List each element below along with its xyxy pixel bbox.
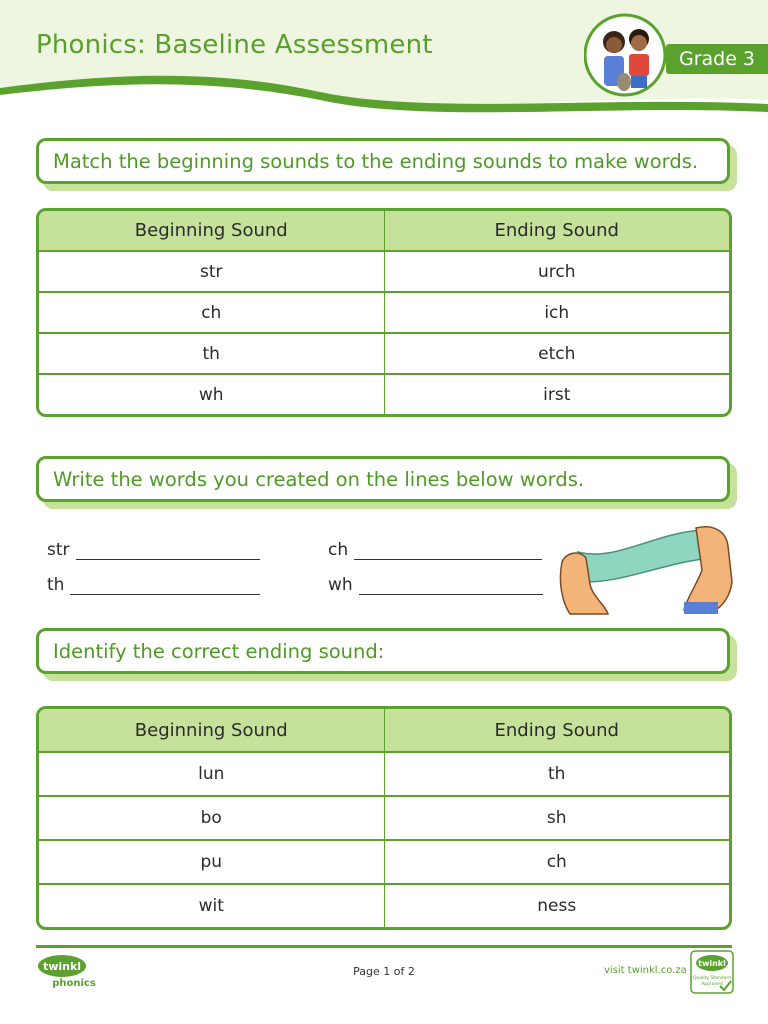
- table-row: [39, 251, 729, 292]
- ending-sound-cell: ich: [384, 292, 729, 333]
- answer-line[interactable]: [354, 541, 542, 560]
- beginning-sound-cell: ch: [39, 292, 384, 333]
- write-line-label: ch: [328, 540, 349, 560]
- badge-line2: Approved: [701, 982, 723, 987]
- logo-bottom-text: phonics: [52, 978, 96, 989]
- stretching-slime-illustration: [556, 522, 736, 618]
- ending-sound-cell: sh: [384, 796, 729, 840]
- instruction-match: Match the beginning sounds to the ending sounds to make words.: [36, 138, 730, 184]
- answer-line[interactable]: [76, 541, 260, 560]
- footer-divider: [36, 945, 732, 948]
- table-row: [39, 752, 729, 796]
- beginning-sound-cell: bo: [39, 796, 384, 840]
- quality-standard-badge: [690, 950, 734, 994]
- ending-sound-cell: ness: [537, 896, 577, 916]
- ending-sound-cell: ch: [384, 840, 729, 884]
- answer-line[interactable]: [359, 576, 543, 595]
- column-header-ending: Ending Sound: [384, 709, 729, 752]
- beginning-sound-cell: lun: [39, 752, 384, 796]
- instruction-write: Write the words you created on the lines below words.: [36, 456, 730, 502]
- table-header-row: [39, 211, 729, 251]
- grade-badge: Grade 3: [666, 44, 768, 74]
- ending-sound-cell: th: [384, 752, 729, 796]
- ending-sound-cell: urch: [384, 251, 729, 292]
- write-line-label: wh: [328, 575, 353, 595]
- column-header-ending: Ending Sound: [384, 211, 729, 251]
- write-line-label: str: [47, 540, 70, 560]
- column-header-beginning: Beginning Sound: [39, 709, 384, 752]
- table-row: [39, 884, 729, 927]
- beginning-sound-cell: wit: [39, 884, 384, 927]
- page-title: Phonics: Baseline Assessment: [36, 30, 433, 60]
- logo-top-text: twinkl: [42, 960, 82, 973]
- beginning-sound-cell: th: [39, 333, 384, 374]
- visit-link[interactable]: visit twinkl.co.za: [604, 965, 687, 976]
- badge-title: twinkl: [698, 959, 726, 968]
- beginning-sound-cell: str: [39, 251, 384, 292]
- badge-line1: Quality Standard: [693, 976, 731, 981]
- match-table: [36, 208, 732, 417]
- table-row: [39, 840, 729, 884]
- ending-sound-cell: etch: [384, 333, 729, 374]
- table-row: [39, 374, 729, 414]
- identify-table: [36, 706, 732, 930]
- beginning-sound-cell: pu: [39, 840, 384, 884]
- page-number: Page 1 of 2: [353, 965, 415, 978]
- write-line: [328, 575, 543, 595]
- write-line-label: th: [47, 575, 65, 595]
- answer-line[interactable]: [70, 576, 260, 595]
- children-illustration: [584, 12, 666, 98]
- table-row: [39, 292, 729, 333]
- table-row: [39, 796, 729, 840]
- beginning-sound-cell: wh: [39, 374, 384, 414]
- ending-sound-cell: irst: [543, 384, 571, 405]
- column-header-beginning: Beginning Sound: [39, 211, 384, 251]
- write-line: [47, 540, 260, 560]
- table-row: [39, 333, 729, 374]
- table-header-row: [39, 709, 729, 752]
- instruction-identify: Identify the correct ending sound:: [36, 628, 730, 674]
- write-line: [47, 575, 260, 595]
- write-line: [328, 540, 542, 560]
